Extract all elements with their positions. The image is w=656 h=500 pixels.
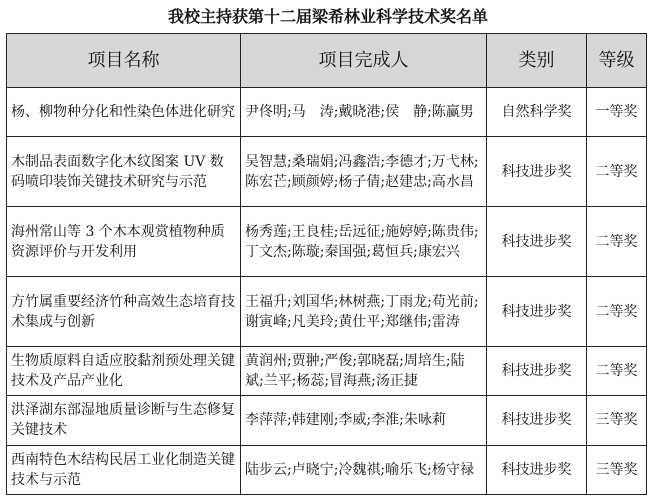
project-name-cell: 方竹属重要经济竹种高效生态培育技术集成与创新 — [7, 277, 241, 347]
project-name-cell: 杨、柳物种分化和性染色体进化研究 — [7, 88, 241, 137]
completers-cell: 尹佟明;马 涛;戴晓港;侯 静;陈赢男 — [241, 88, 487, 137]
column-header-grade: 等级 — [587, 34, 647, 88]
category-cell: 科技进步奖 — [487, 277, 587, 347]
column-header-project-name: 项目名称 — [7, 34, 241, 88]
table-header-row — [7, 34, 647, 88]
project-name-cell: 洪泽湖东部湿地质量诊断与生态修复关键技术 — [7, 396, 241, 445]
category-cell: 科技进步奖 — [487, 207, 587, 277]
completers-cell: 陆步云;卢晓宁;冷魏祺;喻乐飞;杨守禄 — [241, 445, 487, 494]
table-row — [7, 396, 647, 445]
table-row — [7, 137, 647, 207]
category-cell: 科技进步奖 — [487, 445, 587, 494]
completers-cell: 王福升;刘国华;林树燕;丁雨龙;苟光前;谢寅峰;凡美玲;黄仕平;郑继伟;雷涛 — [241, 277, 487, 347]
category-cell: 自然科学奖 — [487, 88, 587, 137]
award-table — [6, 33, 647, 495]
grade-cell: 三等奖 — [587, 396, 647, 445]
completers-cell: 杨秀莲;王良桂;岳远征;施婷婷;陈贵伟;丁文杰;陈璇;秦国强;葛恒兵;康宏兴 — [241, 207, 487, 277]
project-name-cell: 生物质原料自适应胶黏剂预处理关键技术及产品产业化 — [7, 346, 241, 395]
completers-cell: 吴智慧;桑瑞娟;冯鑫浩;李德才;万弋林;陈宏芒;顾颜婷;杨子倩;赵建忠;高水昌 — [241, 137, 487, 207]
project-name-cell: 西南特色木结构民居工业化制造关键技术与示范 — [7, 445, 241, 494]
grade-cell: 一等奖 — [587, 88, 647, 137]
table-row — [7, 346, 647, 395]
grade-cell: 二等奖 — [587, 277, 647, 347]
completers-cell: 黄润州;贾翀;严俊;郭晓磊;周培生;陆斌;兰平;杨蕊;冒海燕;汤正捷 — [241, 346, 487, 395]
category-cell: 科技进步奖 — [487, 137, 587, 207]
column-header-category: 类别 — [487, 34, 587, 88]
project-name-cell: 海州常山等 3 个木本观赏植物种质资源评价与开发利用 — [7, 207, 241, 277]
table-row — [7, 277, 647, 347]
page-title: 我校主持获第十二届梁希林业科学技术奖名单 — [167, 7, 488, 26]
column-header-completers: 项目完成人 — [241, 34, 487, 88]
table-row — [7, 445, 647, 494]
grade-cell: 二等奖 — [587, 207, 647, 277]
project-name-cell: 木制品表面数字化木纹图案 UV 数码喷印装饰关键技术研究与示范 — [7, 137, 241, 207]
table-row — [7, 207, 647, 277]
category-cell: 科技进步奖 — [487, 396, 587, 445]
grade-cell: 三等奖 — [587, 445, 647, 494]
grade-cell: 二等奖 — [587, 346, 647, 395]
completers-cell: 李萍萍;韩建刚;李威;李淮;朱咏莉 — [241, 396, 487, 445]
grade-cell: 二等奖 — [587, 137, 647, 207]
category-cell: 科技进步奖 — [487, 346, 587, 395]
table-row — [7, 88, 647, 137]
